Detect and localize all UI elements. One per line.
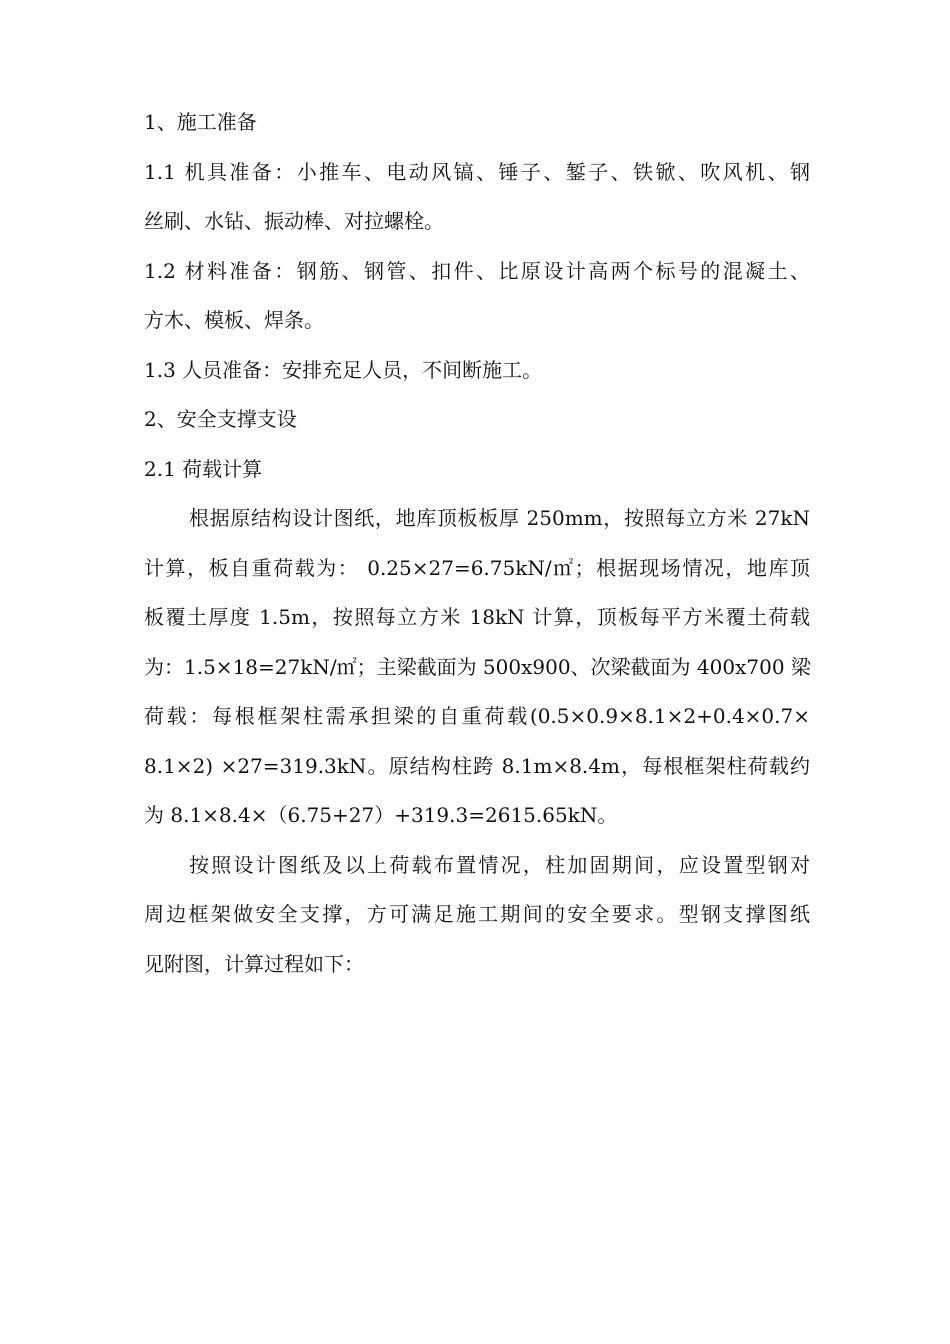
heading-construction-preparation: 1、施工准备: [144, 110, 257, 134]
heading-safety-support: 2、安全支撑支设: [144, 407, 297, 431]
text-line-support-para-3: 见附图，计算过程如下：: [144, 951, 364, 976]
text-line-support-para-2: 周边框架做安全支撑，方可满足施工期间的安全要求。型钢支撑图纸: [144, 902, 810, 926]
text-line-load-para-6: 8.1×2) ×27=319.3kN。原结构柱跨 8.1m×8.4m，每根框架柱荷载约: [144, 753, 810, 778]
text-line-load-para-4: 为：1.5×18=27kN/㎡；主梁截面为 500x900、次梁截面为 400x700 梁: [144, 654, 811, 679]
document-body: [144, 98, 810, 989]
text-line-machinery-prep: 1.1 机具准备：小推车、电动风镐、锤子、錾子、铁锨、吹风机、钢: [144, 159, 810, 184]
text-line-machinery-prep-cont: 丝刷、水钻、振动棒、对拉螺栓。: [144, 209, 444, 233]
heading-load-calculation: 2.1 荷载计算: [144, 456, 263, 481]
text-line-support-para-1: 按照设计图纸及以上荷载布置情况，柱加固期间，应设置型钢对: [189, 852, 810, 877]
text-line-personnel-prep: 1.3 人员准备：安排充足人员，不间断施工。: [144, 357, 543, 382]
text-line-material-prep-cont: 方木、模板、焊条。: [144, 308, 324, 332]
text-line-load-para-1: 根据原结构设计图纸，地库顶板板厚 250mm，按照每立方米 27kN: [189, 506, 810, 530]
text-line-load-para-2: 计算，板自重荷载为： 0.25×27=6.75kN/㎡；根据现场情况，地库顶: [144, 555, 810, 580]
text-line-load-para-3: 板覆土厚度 1.5m，按照每立方米 18kN 计算，顶板每平方米覆土荷载: [144, 605, 810, 629]
text-line-material-prep: 1.2 材料准备：钢筋、钢管、扣件、比原设计高两个标号的混凝土、: [144, 258, 810, 283]
text-line-load-para-5: 荷载：每根框架柱需承担梁的自重荷载(0.5×0.9×8.1×2+0.4×0.7×: [144, 704, 810, 728]
text-line-load-para-7: 为 8.1×8.4×（6.75+27）+319.3=2615.65kN。: [144, 803, 618, 827]
